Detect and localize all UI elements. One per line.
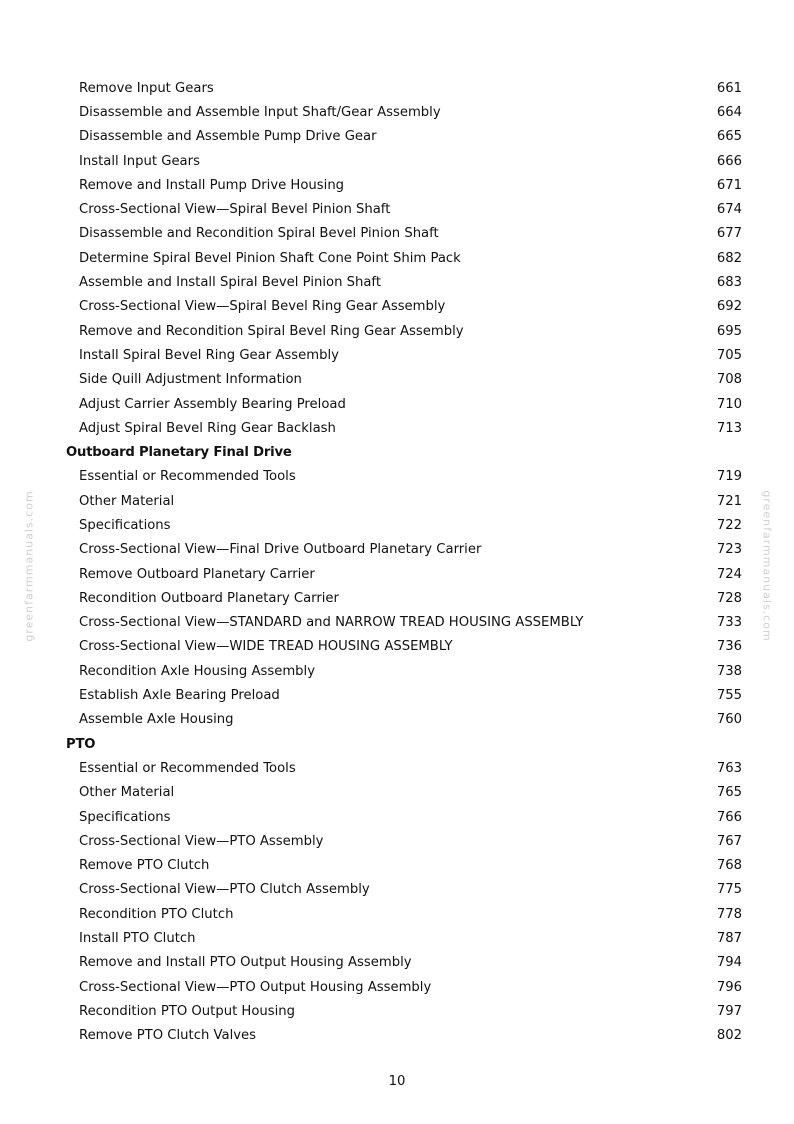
toc-entry[interactable]	[66, 149, 742, 173]
entry-title: Cross-Sectional View—Spiral Bevel Pinion Shaft	[79, 202, 391, 218]
toc-entry[interactable]	[66, 659, 742, 683]
entry-page-number: 677	[716, 226, 742, 242]
toc-entry[interactable]	[66, 76, 742, 100]
entry-page-number: 775	[716, 882, 742, 898]
toc-entry[interactable]	[66, 173, 742, 197]
entry-title: Remove and Install Pump Drive Housing	[79, 177, 345, 193]
entry-title: Establish Axle Bearing Preload	[79, 688, 280, 704]
toc-section-heading	[66, 732, 742, 756]
entry-page-number: 763	[716, 760, 742, 776]
entry-title: Recondition Axle Housing Assembly	[79, 663, 316, 679]
entry-title: Other Material	[79, 785, 175, 801]
table-of-contents	[66, 76, 742, 1048]
entry-page-number: 797	[716, 1003, 742, 1019]
entry-title: Install PTO Clutch	[79, 931, 196, 947]
entry-title: Assemble and Install Spiral Bevel Pinion Shaft	[79, 275, 382, 291]
entry-title: Remove PTO Clutch Valves	[79, 1028, 257, 1044]
toc-entry[interactable]	[66, 562, 742, 586]
entry-title: Determine Spiral Bevel Pinion Shaft Cone Point Shim Pack	[79, 250, 461, 266]
entry-page-number: 708	[716, 372, 742, 388]
entry-page-number: 713	[716, 420, 742, 436]
toc-entry[interactable]	[66, 829, 742, 853]
entry-title: Remove Input Gears	[79, 80, 214, 96]
entry-page-number: 671	[716, 177, 742, 193]
toc-entry[interactable]	[66, 197, 742, 221]
entry-page-number: 664	[716, 104, 742, 120]
entry-page-number: 765	[716, 785, 742, 801]
toc-entry[interactable]	[66, 343, 742, 367]
entry-page-number: 760	[716, 712, 742, 728]
entry-page-number: 738	[716, 663, 742, 679]
entry-title: Remove and Recondition Spiral Bevel Ring Gear Assembly	[79, 323, 464, 339]
toc-entry[interactable]	[66, 708, 742, 732]
toc-entry[interactable]	[66, 489, 742, 513]
entry-title: Specifications	[79, 809, 171, 825]
toc-entry[interactable]	[66, 416, 742, 440]
entry-title: Disassemble and Assemble Pump Drive Gear	[79, 129, 377, 145]
toc-entry[interactable]	[66, 513, 742, 537]
toc-entry[interactable]	[66, 319, 742, 343]
entry-page-number: 682	[716, 250, 742, 266]
entry-title: Disassemble and Assemble Input Shaft/Gear Assembly	[79, 104, 441, 120]
toc-entry[interactable]	[66, 975, 742, 999]
entry-title: Side Quill Adjustment Information	[79, 372, 302, 388]
toc-entry[interactable]	[66, 781, 742, 805]
page-number: 10	[388, 1074, 406, 1089]
entry-title: Remove PTO Clutch	[79, 858, 210, 874]
toc-entry[interactable]	[66, 902, 742, 926]
entry-title: Remove and Install PTO Output Housing Assembly	[79, 955, 412, 971]
toc-entry[interactable]	[66, 756, 742, 780]
entry-page-number: 768	[716, 858, 742, 874]
entry-page-number: 683	[716, 275, 742, 291]
entry-page-number: 802	[716, 1028, 742, 1044]
entry-page-number: 692	[716, 299, 742, 315]
entry-title: Recondition PTO Clutch	[79, 906, 234, 922]
toc-entry[interactable]	[66, 295, 742, 319]
toc-entry[interactable]	[66, 999, 742, 1023]
toc-entry[interactable]	[66, 611, 742, 635]
entry-title: Remove Outboard Planetary Carrier	[79, 566, 315, 582]
entry-title: Cross-Sectional View—PTO Output Housing Assembly	[79, 979, 432, 995]
section-title: PTO	[66, 736, 96, 752]
entry-page-number: 794	[716, 955, 742, 971]
entry-page-number: 723	[716, 542, 742, 558]
entry-page-number: 733	[716, 615, 742, 631]
entry-title: Assemble Axle Housing	[79, 712, 234, 728]
toc-entry[interactable]	[66, 1024, 742, 1048]
section-title: Outboard Planetary Final Drive	[66, 445, 292, 461]
entry-page-number: 728	[716, 590, 742, 606]
entry-title: Specifications	[79, 517, 171, 533]
entry-title: Cross-Sectional View—WIDE TREAD HOUSING ASSEMBLY	[79, 639, 453, 655]
entry-page-number: 661	[716, 80, 742, 96]
entry-title: Other Material	[79, 493, 175, 509]
entry-title: Essential or Recommended Tools	[79, 469, 296, 485]
entry-title: Essential or Recommended Tools	[79, 760, 296, 776]
entry-page-number: 778	[716, 906, 742, 922]
entry-page-number: 796	[716, 979, 742, 995]
entry-page-number: 766	[716, 809, 742, 825]
toc-entry[interactable]	[66, 635, 742, 659]
entry-page-number: 767	[716, 833, 742, 849]
toc-section-heading	[66, 440, 742, 464]
entry-page-number: 674	[716, 202, 742, 218]
toc-entry[interactable]	[66, 270, 742, 294]
watermark-right: greenfarmmanuals.com	[760, 490, 774, 642]
entry-page-number: 787	[716, 931, 742, 947]
entry-page-number: 710	[716, 396, 742, 412]
toc-entry[interactable]	[66, 878, 742, 902]
entry-title: Cross-Sectional View—STANDARD and NARROW TREAD HOUSING ASSEMBLY	[79, 615, 584, 631]
toc-entry[interactable]	[66, 854, 742, 878]
entry-title: Cross-Sectional View—Final Drive Outboard Planetary Carrier	[79, 542, 482, 558]
toc-entry[interactable]	[66, 683, 742, 707]
entry-title: Install Input Gears	[79, 153, 200, 169]
entry-title: Adjust Carrier Assembly Bearing Preload	[79, 396, 346, 412]
entry-title: Cross-Sectional View—PTO Assembly	[79, 833, 324, 849]
toc-entry[interactable]	[66, 805, 742, 829]
toc-entry[interactable]	[66, 951, 742, 975]
entry-page-number: 755	[716, 688, 742, 704]
watermark-left: greenfarmmanuals.com	[22, 490, 36, 642]
entry-title: Adjust Spiral Bevel Ring Gear Backlash	[79, 420, 336, 436]
toc-entry[interactable]	[66, 926, 742, 950]
entry-page-number: 724	[716, 566, 742, 582]
entry-title: Disassemble and Recondition Spiral Bevel Pinion Shaft	[79, 226, 439, 242]
toc-entry[interactable]	[66, 222, 742, 246]
entry-title: Recondition Outboard Planetary Carrier	[79, 590, 339, 606]
toc-entry[interactable]	[66, 100, 742, 124]
entry-title: Install Spiral Bevel Ring Gear Assembly	[79, 347, 339, 363]
entry-page-number: 721	[716, 493, 742, 509]
entry-page-number: 705	[716, 347, 742, 363]
entry-title: Cross-Sectional View—Spiral Bevel Ring Gear Assembly	[79, 299, 446, 315]
toc-entry[interactable]	[66, 465, 742, 489]
entry-page-number: 666	[716, 153, 742, 169]
toc-entry[interactable]	[66, 368, 742, 392]
entry-title: Recondition PTO Output Housing	[79, 1003, 296, 1019]
entry-page-number: 719	[716, 469, 742, 485]
entry-page-number: 665	[716, 129, 742, 145]
entry-page-number: 736	[716, 639, 742, 655]
entry-title: Cross-Sectional View—PTO Clutch Assembly	[79, 882, 370, 898]
entry-page-number: 722	[716, 517, 742, 533]
toc-entry[interactable]	[66, 125, 742, 149]
toc-entry[interactable]	[66, 538, 742, 562]
toc-entry[interactable]	[66, 586, 742, 610]
toc-entry[interactable]	[66, 246, 742, 270]
toc-entry[interactable]	[66, 392, 742, 416]
entry-page-number: 695	[716, 323, 742, 339]
